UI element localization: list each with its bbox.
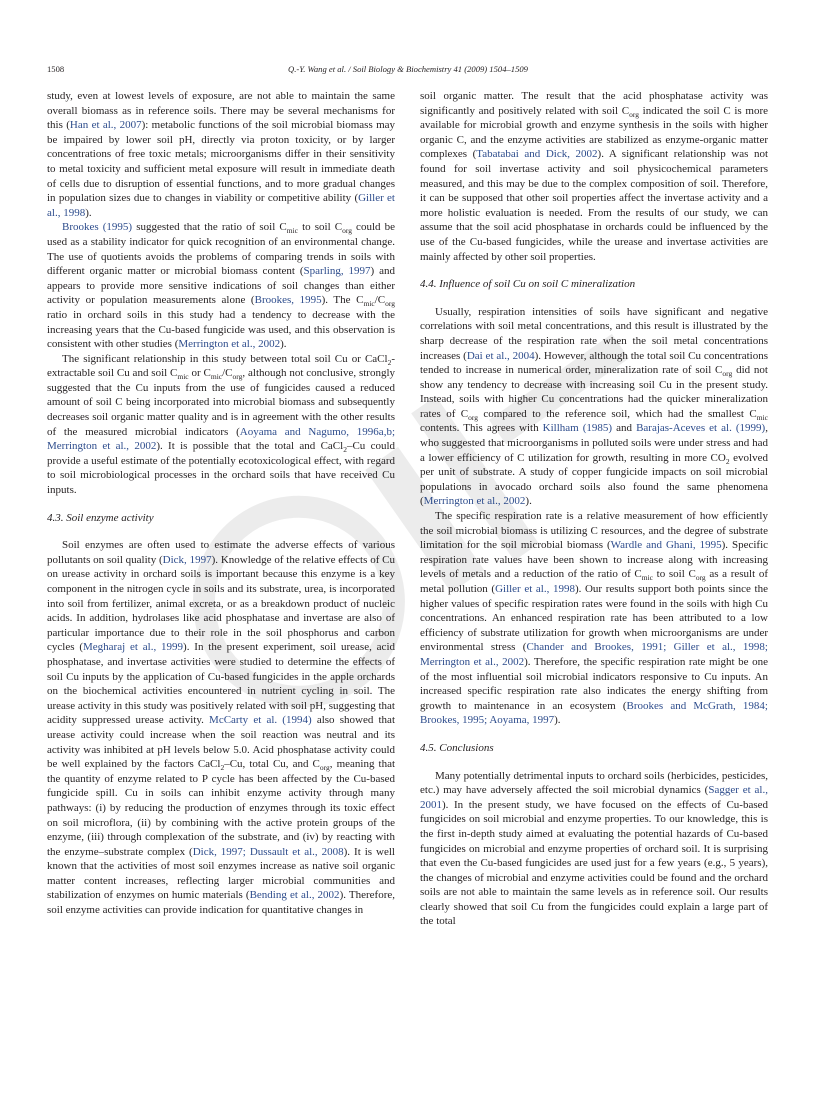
- text-run: ). In the present experiment, soil urease, acid phosphatase, and invertase activities were studied to determine the effects of soil Cu inputs by the application of Cu-based fungicides in the apple orchards on the biochemical activities encountered in nutrient cycling in soil. The urease activity in this study was positively related with soil pH, suggesting that acidity suppressed urease activity.: [47, 641, 395, 727]
- text-run: as a result of metal pollution (: [420, 568, 768, 595]
- citation-link[interactable]: Bending et al., 2002: [249, 889, 340, 902]
- citation-link[interactable]: Brookes and McGrath, 1984; Brookes, 1995; Aoyama, 1997: [420, 699, 768, 727]
- text-run: suggested that the ratio of soil C: [132, 221, 287, 234]
- subscript: org: [319, 763, 330, 773]
- citation-link[interactable]: Brookes, 1995: [254, 294, 322, 307]
- citation-link[interactable]: Chander and Brookes, 1991; Giller et al., 1998; Merrington et al., 2002: [420, 641, 768, 668]
- subscript: org: [722, 369, 733, 379]
- text-run: ). Therefore, soil enzyme activities can provide indication for quantitative changes in: [47, 889, 395, 917]
- text-run: Soil enzymes are often used to estimate the adverse effects of various pollutants on soil quality (: [47, 539, 395, 566]
- citation-link[interactable]: Dai et al., 2004: [466, 349, 535, 362]
- citation-link[interactable]: Sagger et al., 2001: [420, 784, 768, 811]
- text-run: and: [612, 422, 637, 435]
- text-run: soil organic matter. The result that the acid phosphatase activity was significantly and positively related with soil C: [420, 90, 768, 117]
- citation-link[interactable]: Dick, 1997: [162, 553, 212, 566]
- text-run: ). Specific respiration rate values have been shown to increase along with increasing levels of metals and a reduction of the ratio of C: [420, 539, 769, 581]
- text-run: ). Knowledge of the relative effects of Cu on urease activity in orchard soils is important because this enzyme is a key component in the nitrogen cycle in soils and its substrate, urea, is incorporated into soil from fertilizer, animal excreta, or as a breakdown product of nucleic acids. In addition, hydrolases like acid phosphatase and invertase are also of particular importance due to their role in the soil phosphorus and carbon cycles (: [47, 553, 395, 654]
- text-run: to soil C: [653, 568, 696, 581]
- text-run: evolved per unit of substrate. A study of copper fungicide impacts on soil microbial populations in avocado orchard soils also found the same phenomena (: [420, 451, 768, 508]
- text-run: did not show any tendency to decrease with increasing soil Cu in the present study. Instead, soils with higher Cu concentrations had the quicker mineralization rates of C: [420, 364, 768, 420]
- text-run: The specific respiration rate is a relative measurement of how efficiently the soil microbial biomass is utilizing C resources, and the degree of substrate limitation for the soil microbial biomass (: [420, 510, 768, 552]
- subscript: org: [385, 299, 396, 309]
- text-run: -extractable soil Cu and soil C: [47, 352, 395, 380]
- subscript: org: [232, 372, 243, 382]
- text-run: , who suggested that microorganisms in polluted soils were under stress and had a lower efficiency of C utilization for growth, resulting in more CO: [420, 422, 768, 464]
- text-run: Usually, respiration intensities of soils have significant and negative correlations with soil metal concentrations, and this result is illustrated by the sharp decrease of the respiration rate when the soil metal concentrations increases (: [420, 305, 768, 362]
- subscript: mic: [641, 573, 654, 583]
- citation-link[interactable]: Brookes (1995): [62, 221, 133, 234]
- text-run: Many potentially detrimental inputs to orchard soils (herbicides, pesticides, etc.) may have adversely affected the soil microbial dynamics (: [420, 769, 768, 797]
- section-heading-4-4: 4.4. Influence of soil Cu on soil C mineralization: [420, 278, 636, 291]
- paragraph: [47, 89, 395, 220]
- subscript: mic: [286, 226, 298, 236]
- text-run: study, even at lowest levels of exposure, are not able to maintain the same overall biomass as in reference soils. There may be several mechanisms for this (: [47, 90, 395, 132]
- text-run: ).: [554, 714, 561, 727]
- page-number: 1508: [47, 64, 65, 74]
- text-run: could be used as a stability indicator for quick recognition of an environmental change. The use of quotients avoids the problems of comparing trends in soils with different organic matter or microbial biomass content (: [47, 221, 395, 278]
- text-run: ). Our results support both points since the higher values of specific respiration rates were found in the soils with high Cu concentrations. An enhanced respiration rate has been attributed to a low efficiency of substrate utilization for growth when microorganisms are under environmental stress (: [420, 583, 768, 654]
- text-run: ): metabolic functions of the soil microbial biomass may be impaired by lower soil pH, directly via proton toxicity, or by larger concentrations of free toxic metals; microorganisms differ in their sensitivity to metal toxicity and sufficient metal exposure will result in immediate death of cells due to disruption of essential functions, and to more gradual changes in population sizes due to changes in viability or competitive ability (: [47, 119, 396, 205]
- citation-link[interactable]: Dick, 1997; Dussault et al., 2008: [192, 845, 344, 858]
- text-run: also showed that urease activity could increase when the soil reaction was neutral and its activity was inhibited at pH levels below 5.0. Acid phosphatase activity could be well explained by the factors CaCl: [47, 714, 395, 771]
- text-run: ). It is possible that the total and CaCl: [156, 440, 344, 453]
- text-run: /C: [222, 367, 233, 380]
- text-run: –Cu could provide a useful estimate of the potentially ecotoxicological effect, with regard to soil microbiological processes in the orchard soils that have received Cu inputs.: [47, 440, 396, 497]
- text-run: The significant relationship in this study between total soil Cu or CaCl: [62, 352, 388, 365]
- subscript: mic: [756, 413, 769, 423]
- text-run: or C: [188, 367, 211, 380]
- citation-link[interactable]: Sparling, 1997: [303, 265, 371, 278]
- subscript: org: [342, 226, 352, 236]
- paragraph: [47, 352, 395, 498]
- citation-link[interactable]: Barajas-Aceves et al. (1999): [636, 422, 766, 435]
- left-column: [47, 89, 395, 918]
- section-heading-4-5: 4.5. Conclusions: [420, 741, 494, 754]
- paragraph: [420, 769, 768, 930]
- text-run: ). A significant relationship was not found for soil invertase activity and soil physicochemical parameters measured, and this may be due to the complex composition of soil. Therefore, it can be supposed that other soil properties affect the invertase activity and a more holistic evaluation is needed. From the results of our study, we can assume that the soil acid phosphatase in orchards could be influenced by the use of the Cu-based fungicides, while the urease and invertase activities are mainly affected by other soil properties.: [420, 148, 768, 263]
- text-run: indicated the soil C is more available for microbial growth and enzyme synthesis in the soils with higher organic C, and the enzyme activities are stabilized as enzyme-organic matter complexes (: [420, 104, 768, 161]
- subscript: org: [629, 109, 639, 119]
- citation-link[interactable]: Killham (1985): [542, 422, 613, 435]
- text-run: ).: [85, 206, 92, 219]
- citation-link[interactable]: Han et al., 2007: [69, 119, 142, 132]
- subscript: 2: [387, 357, 392, 367]
- citation-link[interactable]: Giller et al., 1998: [495, 583, 575, 595]
- running-header: [47, 64, 769, 78]
- section-heading-4-3: 4.3. Soil enzyme activity: [47, 511, 154, 524]
- subscript: 2: [725, 456, 730, 466]
- citation-link[interactable]: Giller et al., 1998: [47, 192, 395, 219]
- paragraph: [420, 305, 768, 509]
- right-column: [420, 89, 768, 929]
- text-run: ). In the present study, we have focused on the effects of Cu-based fungicides on soil microbial and enzyme properties. To our knowledge, this is the first in-depth study aimed at evaluating the potential hazards of Cu-based fungicides on microbial and enzyme properties of orchard soil. It is surprising that even the Cu-based fungicides are used just for a few years (e.g., 5 years), the changes of microbial and enzyme activities could be found and the orchard soils are not able to maintain the same levels as in reference soil. Our results clearly showed that soil Cu from the fungicides could explain a large part of the total: [420, 798, 768, 928]
- text-run: contents. This agrees with: [420, 422, 543, 435]
- citation-link[interactable]: Wardle and Ghani, 1995: [610, 539, 722, 552]
- text-run: ). However, although the total soil Cu concentrations tended to increase in numerical order, mineralization rate of soil C: [420, 349, 768, 377]
- subscript: org: [695, 573, 706, 583]
- text-run: ). It is well known that the activities of most soil enzymes increase as native soil organic matter content increases, reflecting larger microbial communities and stabilization of enzymes on humic materials (: [47, 845, 395, 902]
- text-run: ) and appears to provide more sensitive indications of soil changes than either activity or population measurements alone (: [47, 265, 396, 307]
- subscript: mic: [363, 299, 375, 309]
- subscript: org: [468, 413, 478, 423]
- subscript: mic: [177, 372, 189, 382]
- citation-link[interactable]: Tabatabai and Dick, 2002: [476, 148, 598, 161]
- journal-citation: Q.-Y. Wang et al. / Soil Biology & Biochemistry 41 (2009) 1504–1509: [288, 64, 528, 74]
- paragraph: [420, 509, 768, 728]
- citation-link[interactable]: Megharaj et al., 1999: [83, 641, 184, 654]
- citation-link[interactable]: Merrington et al., 2002: [423, 495, 526, 508]
- text-run: , meaning that the quantity of enzyme related to P cycle has been affected by the Cu-based fungicide spill. Cu in soils can inhibit enzyme activity through many pathways: (i) by reducing the production of enzymes through its toxic effect on soil microflora, (ii) by combining with the active protein groups of the enzyme, (iii) through complexation of the substrate, and (iv) by reacting with the enzyme–substrate complex (: [47, 758, 396, 858]
- text-run: /C: [374, 294, 386, 307]
- text-run: ). Therefore, the specific respiration rate might be one of the most influential soil microbial indicators responsive to Cu inputs. An increased specific respiration rate also indicates the energy shifting from growth to maintenance in an ecosystem (: [420, 655, 768, 712]
- citation-link[interactable]: McCarty et al. (1994): [209, 714, 312, 727]
- citation-link[interactable]: Aoyama and Nagumo, 1996a,b; Merrington et al., 2002: [47, 425, 395, 453]
- text-run: to soil C: [297, 221, 343, 234]
- subscript: mic: [210, 372, 223, 382]
- text-run: ).: [280, 338, 287, 351]
- text-run: compared to the reference soil, which had the smallest C: [478, 407, 757, 420]
- text-run: –Cu, total Cu, and C: [224, 758, 320, 771]
- paragraph: [47, 220, 395, 351]
- paragraph: [420, 89, 768, 264]
- text-run: ratio in orchard soils in this study had a tendency to decrease with the increasing years that the Cu-based fungicide was used, and this observation is consistent with other studies (: [47, 308, 395, 351]
- subscript: 2: [220, 763, 225, 773]
- subscript: 2: [343, 445, 347, 455]
- text-run: ). The C: [321, 294, 364, 307]
- text-run: ).: [525, 495, 532, 508]
- citation-link[interactable]: Merrington et al., 2002: [178, 338, 281, 351]
- text-run: , although not conclusive, strongly suggested that the Cu inputs from the use of fungicides caused a reduced amount of soil C being incorporated into microbial biomass and subsequently decreases soil organic matter quality and is in agreement with the other results of the measured microbial indicators (: [47, 367, 395, 438]
- paragraph: [47, 538, 395, 917]
